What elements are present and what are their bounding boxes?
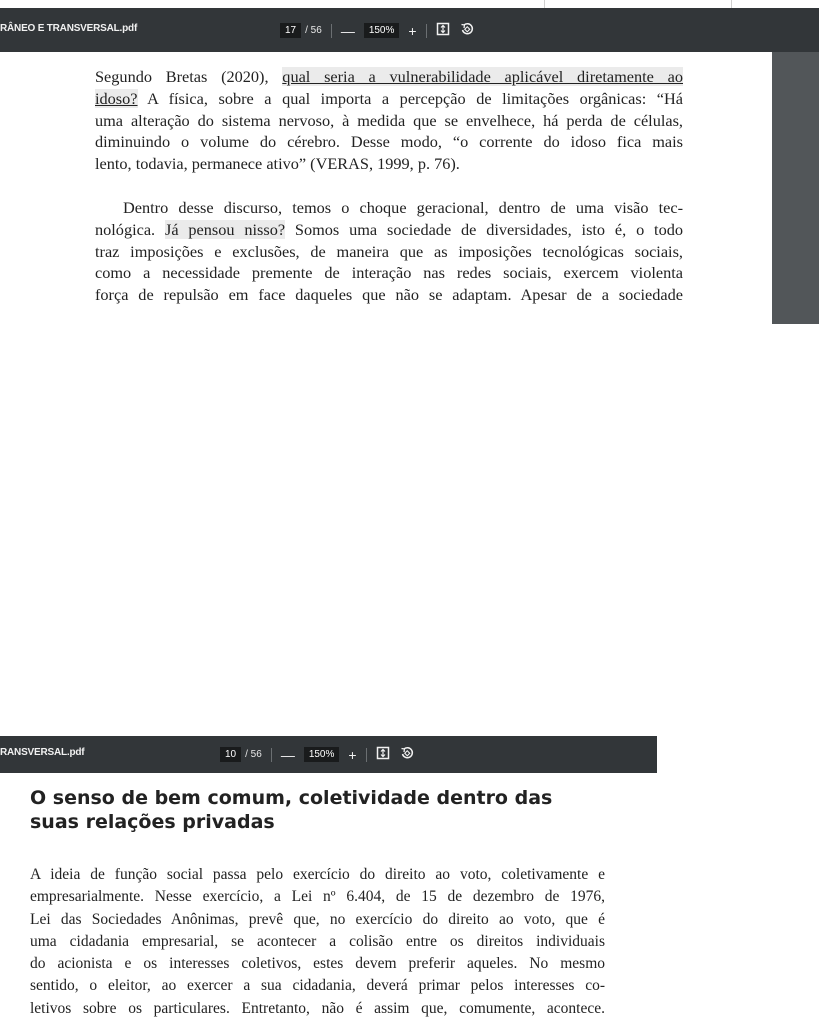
zoom-in-button[interactable]: + — [348, 746, 357, 763]
zoom-level-input[interactable]: 150% — [304, 747, 340, 762]
text-run: nológica. — [95, 219, 165, 239]
text-line: como a necessidade premente de interação nas redes sociais, exercem violenta — [95, 263, 683, 283]
text-line: uma cidadania empresarial, se acontecer a colisão entre os direitos individuais — [30, 932, 605, 950]
fit-page-icon[interactable] — [436, 22, 450, 39]
toolbar-divider — [366, 748, 367, 762]
paragraph-1 — [95, 66, 683, 175]
text-line: lento, todavia, permanece ativo” (VERAS, 1999, p. 76). — [95, 154, 460, 174]
text-run: Segundo Bretas (2020), — [95, 67, 283, 86]
document-title: RÂNEO E TRANSVERSAL.pdf — [0, 23, 138, 34]
zoom-in-button[interactable]: + — [408, 22, 417, 39]
pdf-toolbar-bottom — [0, 736, 657, 773]
document-title: RANSVERSAL.pdf — [0, 747, 85, 758]
highlighted-text: qual seria a vulnerabilidade aplicável diretamente ao — [282, 67, 683, 86]
text-run: Somos uma sociedade de diversidades, isto é, o todo — [285, 219, 683, 239]
viewer-side-background — [772, 52, 819, 324]
text-line: empresarialmente. Nesse exercício, a Lei nº 6.404, de 15 de dezembro de 1976, — [30, 888, 605, 906]
toolbar-divider — [331, 24, 332, 38]
rotate-icon[interactable] — [460, 22, 474, 39]
toolbar-divider — [271, 748, 272, 762]
text-line: sentido, o eleitor, ao exercer a sua cidadania, deverá primar pelos interesses co- — [30, 977, 605, 995]
toolbar-divider — [426, 24, 427, 38]
paragraph-2 — [95, 197, 683, 306]
text-line: diminuindo o volume do cérebro. Desse modo, “o corrente do idoso fica mais — [95, 132, 683, 152]
zoom-out-button[interactable]: — — [340, 22, 355, 39]
text-line: Dentro desse discurso, temos o choque geracional, dentro de uma visão tec- — [123, 198, 683, 217]
fit-page-icon[interactable] — [376, 746, 390, 763]
page-number-input[interactable]: 10 — [220, 747, 241, 762]
page-count: / 56 — [305, 25, 322, 36]
strip-divider — [731, 0, 732, 8]
text-line: do acionista e os interesses coletivos, estes devem preferir aqueles. No mesmo — [30, 955, 605, 973]
pdf-toolbar-top — [0, 8, 819, 52]
zoom-out-button[interactable]: — — [280, 746, 295, 763]
page-count: / 56 — [245, 749, 262, 760]
rotate-icon[interactable] — [400, 746, 414, 763]
text-line: Lei das Sociedades Anônimas, prevê que, no exercício do direito ao voto, que é — [30, 910, 605, 928]
highlighted-text: Já pensou nisso? — [164, 219, 286, 239]
text-line: uma alteração do sistema nervoso, à medida que se envelhece, há perda de células, — [95, 110, 683, 130]
highlighted-text: idoso? — [95, 88, 138, 108]
text-run: A física, sobre a qual importa a percepção de limitações orgânicas: “Há — [137, 88, 683, 108]
page-number-input[interactable]: 17 — [280, 23, 301, 38]
text-line: traz imposições e exclusões, de maneira que as imposições tecnológicas sociais, — [95, 241, 683, 261]
zoom-level-input[interactable]: 150% — [364, 23, 400, 38]
paragraph-3 — [30, 864, 605, 1020]
section-heading: O senso de bem comum, coletividade dentro das suas relações privadas — [30, 787, 553, 833]
text-line: A ideia de função social passa pelo exercício do direito ao voto, coletivamente e — [30, 866, 605, 883]
text-line: letivos sobre os particulares. Entretanto, não é assim que, comumente, acontece. — [30, 999, 605, 1017]
text-line: força de repulsão em face daqueles que não se adaptam. Apesar de a sociedade — [95, 285, 683, 305]
